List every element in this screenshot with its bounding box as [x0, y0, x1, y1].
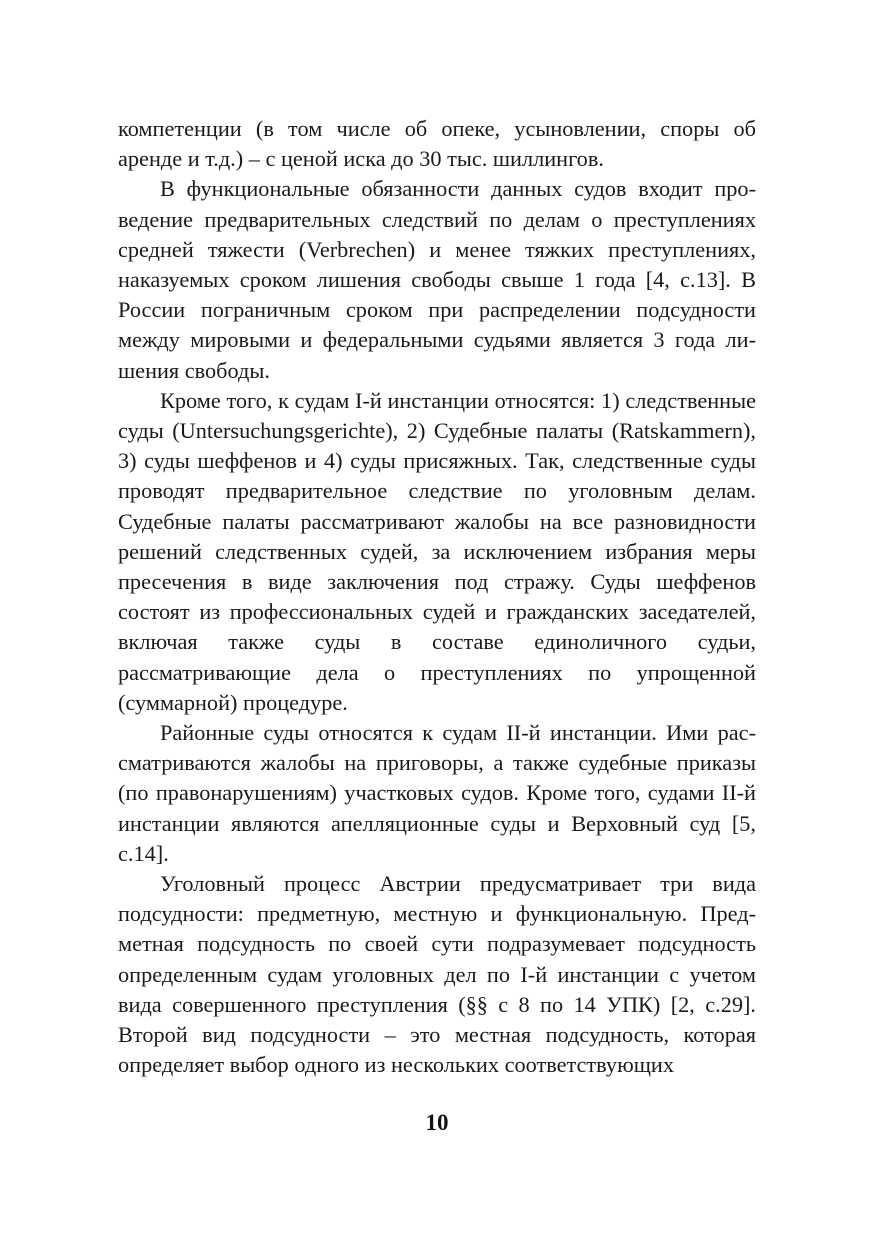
paragraph-first-instance-courts: Кроме того, к судам I-й инстанции относятся: 1) следственные суды (Untersuchungsgerichte), 2) Судебные палаты (Ratskammern), 3) суды шеффенов и 4) суды присяжных. Так, следственные суды проводят предварительное следствие по уголовным делам. Судебные палаты рассматривают жалобы на все разновидности решений следственных судей, за исключением избрания меры пресечения в виде заключения под стражу. Суды шеффенов состоят из профессиональных судей и гражданских заседателей, включая также суды в составе единоличного судьи, рассматривающие дела о преступлениях по упрощенной (суммарной) процедуре. — [118, 387, 756, 715]
paragraph-functional-duties: В функциональные обязанности данных судов входит проведение предварительных следствий по делам о преступлениях средней тяжести (Verbrechen) и менее тяжких преступлениях, наказуемых сроком лишения свободы свыше 1 года [4, с.13]. В России пограничным сроком при распределении подсудности между мировыми и федеральными судьями является 3 года лишения свободы. — [118, 176, 756, 383]
paragraph-continued: компетенции (в том числе об опеке, усыновлении, споры об аренде и т.д.) – с ценой иска до 30 тыс. шиллингов. — [118, 116, 756, 172]
page-number: 10 — [425, 1110, 449, 1135]
paragraph-district-courts: Районные суды относятся к судам II-й инстанции. Ими рассматриваются жалобы на приговоры, а также судебные приказы (по правонарушениям) участковых судов. Кроме того, судами II-й инстанции являются апелляционные суды и Верховный суд [5, с.14]. — [118, 720, 756, 866]
text-body — [118, 114, 756, 1081]
paragraph-jurisdiction-types: Уголовный процесс Австрии предусматривает три вида подсудности: предметную, местную и функциональную. Предметная подсудность по своей сути подразумевает подсудность определенным судам уголовных дел по I-й инстанции с учетом вида совершенного преступления (§§ с 8 по 14 УПК) [2, с.29]. Второй вид подсудности – это местная подсудность, которая определяет выбор одного из нескольких соответствующих — [118, 871, 756, 1078]
